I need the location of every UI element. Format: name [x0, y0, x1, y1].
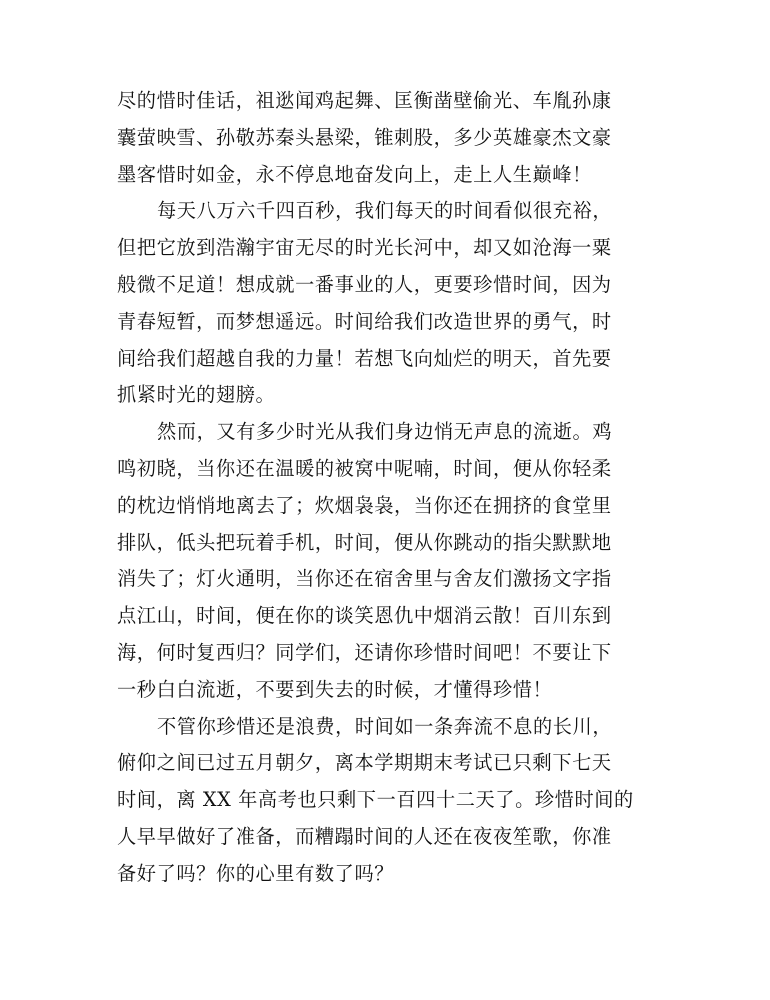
text-line: 排队，低头把玩着手机，时间，便从你跳动的指尖默默地: [117, 530, 612, 554]
text-line: 囊萤映雪、孙敬苏秦头悬梁，锥刺股，多少英雄豪杰文豪: [117, 125, 612, 149]
text-line: 尽的惜时佳话，祖逖闻鸡起舞、匡衡凿壁偷光、车胤孙康: [117, 89, 612, 112]
paragraph-first-line: 每天八万六千四百秒，我们每天的时间看似很充裕，: [157, 199, 613, 223]
text-line: 人早早做好了准备，而糟蹋时间的人还在夜夜笙歌，你准: [117, 824, 612, 848]
text-line: 一秒白白流逝，不要到失去的时候，才懂得珍惜！: [117, 677, 553, 701]
text-line: 的枕边悄悄地离去了；炊烟袅袅，当你还在拥挤的食堂里: [117, 493, 612, 517]
text-line: 俯仰之间已过五月朝夕，离本学期期末考试已只剩下七天: [117, 751, 612, 775]
paragraph-first-line: 然而，又有多少时光从我们身边悄无声息的流逝。鸡: [157, 420, 613, 444]
text-line: 间给我们超越自我的力量！若想飞向灿烂的明天，首先要: [117, 346, 612, 370]
text-line: 般微不足道！想成就一番事业的人，更要珍惜时间，因为: [117, 272, 612, 296]
text-line: 消失了；灯火通明，当你还在宿舍里与舍友们激扬文字指: [117, 567, 612, 591]
text-line: 时间，离 XX 年高考也只剩下一百四十二天了。珍惜时间的: [117, 788, 634, 812]
text-line: 青春短暂，而梦想遥远。时间给我们改造世界的勇气，时: [117, 309, 612, 333]
text-line: 抓紧时光的翅膀。: [117, 383, 276, 407]
text-line: 鸣初晓，当你还在温暖的被窝中呢喃，时间，便从你轻柔: [117, 456, 612, 480]
text-line: 但把它放到浩瀚宇宙无尽的时光长河中，却又如沧海一粟: [117, 236, 612, 260]
text-line: 海，何时复西归？同学们，还请你珍惜时间吧！不要让下: [117, 640, 612, 664]
document-body: [117, 83, 662, 893]
text-line: 点江山，时间，便在你的谈笑恩仇中烟消云散！百川东到: [117, 604, 612, 628]
text-line: 墨客惜时如金，永不停息地奋发向上，走上人生巅峰！: [117, 162, 592, 186]
paragraph-first-line: 不管你珍惜还是浪费，时间如一条奔流不息的长川，: [157, 714, 613, 738]
text-line: 备好了吗？你的心里有数了吗？: [117, 861, 395, 885]
